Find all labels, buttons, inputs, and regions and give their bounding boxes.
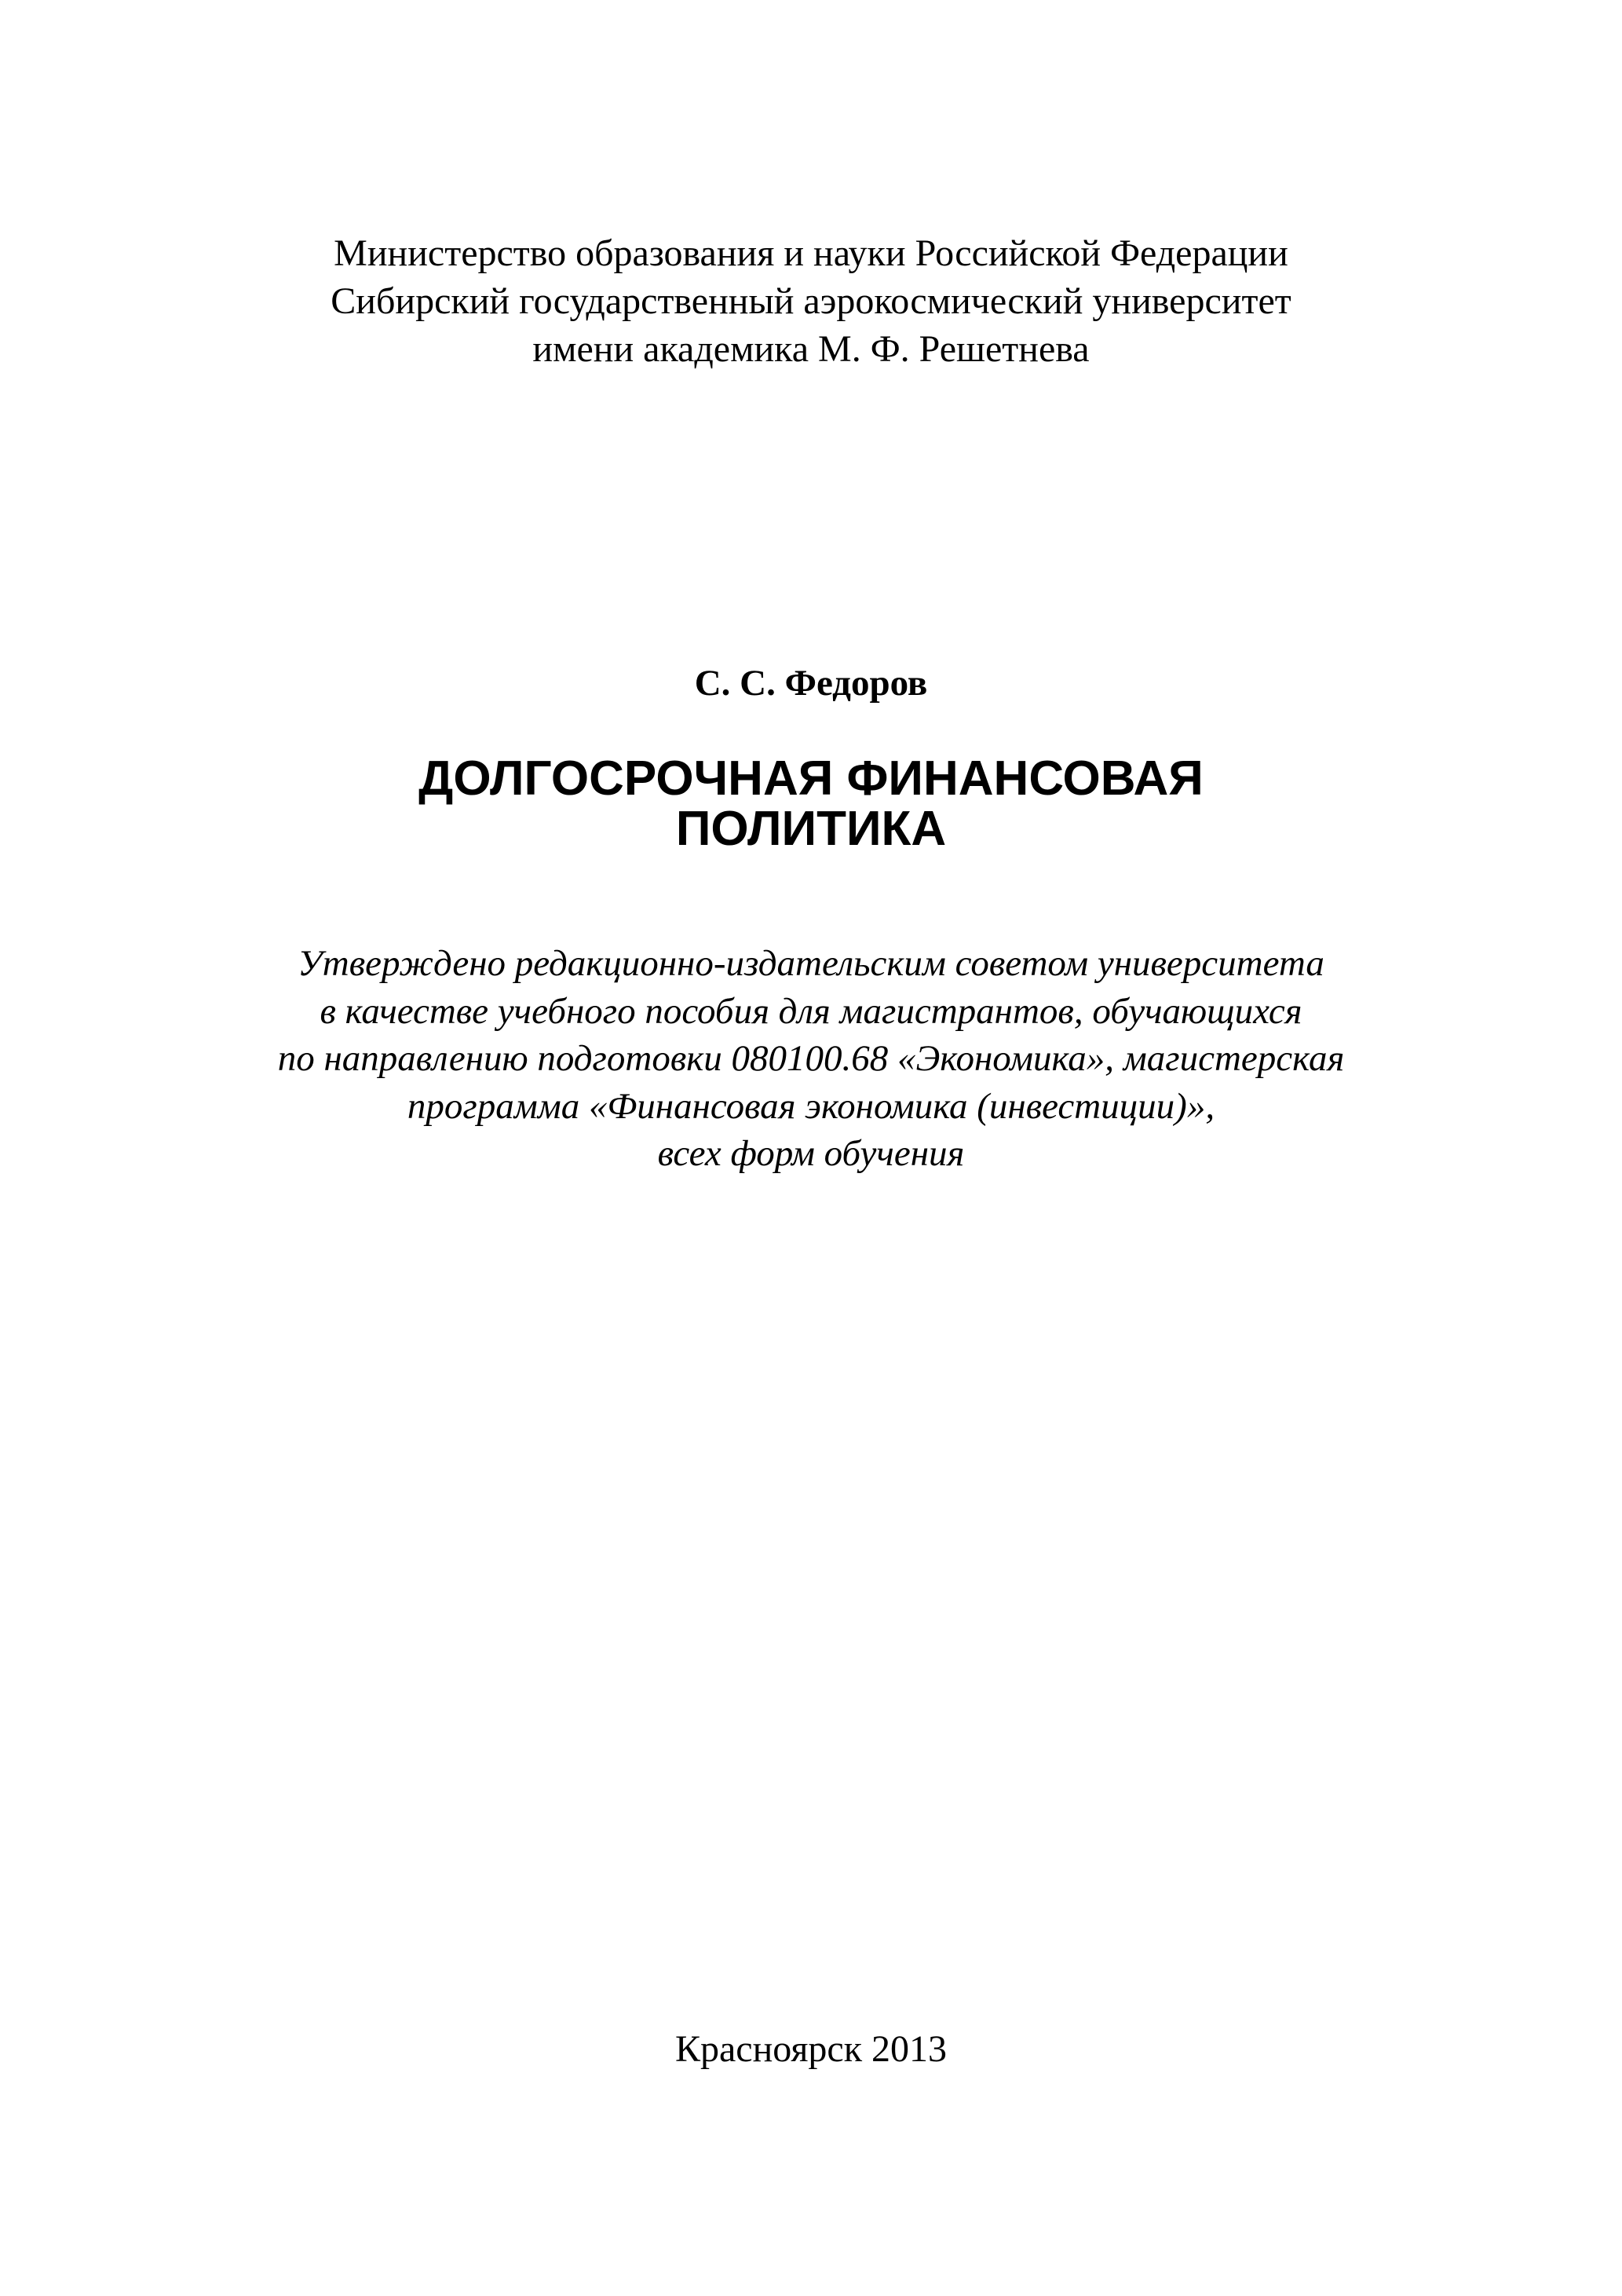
university-name-line: имени академика М. Ф. Решетнева <box>532 328 1090 370</box>
approval-line-3: по направлению подготовки 080100.68 «Экономика», магистерская <box>277 1038 1345 1079</box>
approval-line-5: всех форм обучения <box>657 1133 965 1174</box>
university-line: Сибирский государственный аэрокосмический университет <box>331 280 1291 322</box>
title-line-1: ДОЛГОСРОЧНАЯ ФИНАНСОВАЯ <box>418 751 1204 806</box>
ministry-line: Министерство образования и науки Российской Федерации <box>334 232 1288 274</box>
approval-line-1: Утверждено редакционно-издательским советом университета <box>298 943 1324 984</box>
document-title <box>0 751 1622 856</box>
title-line-2: ПОЛИТИКА <box>675 802 947 856</box>
approval-line-4: программа «Финансовая экономика (инвестиции)», <box>407 1085 1215 1127</box>
approval-statement <box>0 940 1622 1178</box>
institution-header <box>0 229 1622 373</box>
author-name: С. С. Федоров <box>694 663 928 704</box>
approval-line-2: в качестве учебного пособия для магистрантов, обучающихся <box>320 990 1302 1032</box>
city-year: Красноярск 2013 <box>674 2028 948 2070</box>
